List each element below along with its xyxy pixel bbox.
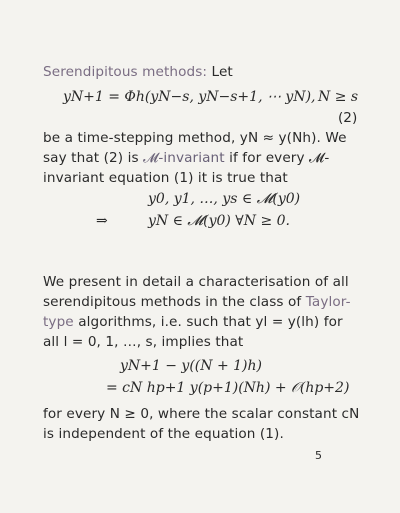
heading-line [43,62,361,82]
page-number: 5 [315,449,322,462]
para3-line2: is independent of the equation (1). [43,426,284,442]
para2-line2 [43,292,361,312]
heading-rest: Let [207,64,233,80]
para2-line3-b: algorithms, i.e. such that yl = y(lh) for [73,314,343,330]
term-taylor: Taylor- [305,294,351,310]
condition-all: yN ∈ 𝓜(y0) ∀N ≥ 0. [148,213,290,229]
paragraph-1 [43,128,361,188]
main-equation: yN+1 = Φh(yN−s, yN−s+1, ⋯ yN), [63,89,316,105]
paragraph-2 [43,272,361,352]
heading-term: Serendipitous methods: [43,64,208,80]
para1-line2 [43,148,361,168]
main-equation-condition: N ≥ s [318,89,359,105]
term-m-invariant: 𝓜-invariant [143,150,225,166]
error-equation-line2: = cN hp+1 y(p+1)(Nh) + 𝒪(hp+2) [106,380,350,396]
implies-arrow: ⇒ [96,213,108,229]
para2-line4: all l = 0, 1, …, s, implies that [43,334,244,350]
paragraph-3 [43,404,361,444]
para3-line1: for every N ≥ 0, where the scalar constant cN [43,406,360,422]
error-equation-line1: yN+1 − y((N + 1)h) [120,358,262,374]
para1-line3: invariant equation (1) it is true that [43,170,288,186]
equation-number: (2) [338,110,358,126]
para2-line1: We present in detail a characterisation of all [43,274,349,290]
condition-initial: y0, y1, …, ys ∈ 𝓜(y0) [148,191,301,207]
para2-line2-a: serendipitous methods in the class of [43,294,306,310]
para1-line2-b: if for every 𝓜- [224,150,330,166]
para2-line3 [43,312,361,332]
para1-line2-a: say that (2) is [43,150,144,166]
term-type: type [43,314,74,330]
para1-line1: be a time-stepping method, yN ≈ y(Nh). We [43,130,347,146]
